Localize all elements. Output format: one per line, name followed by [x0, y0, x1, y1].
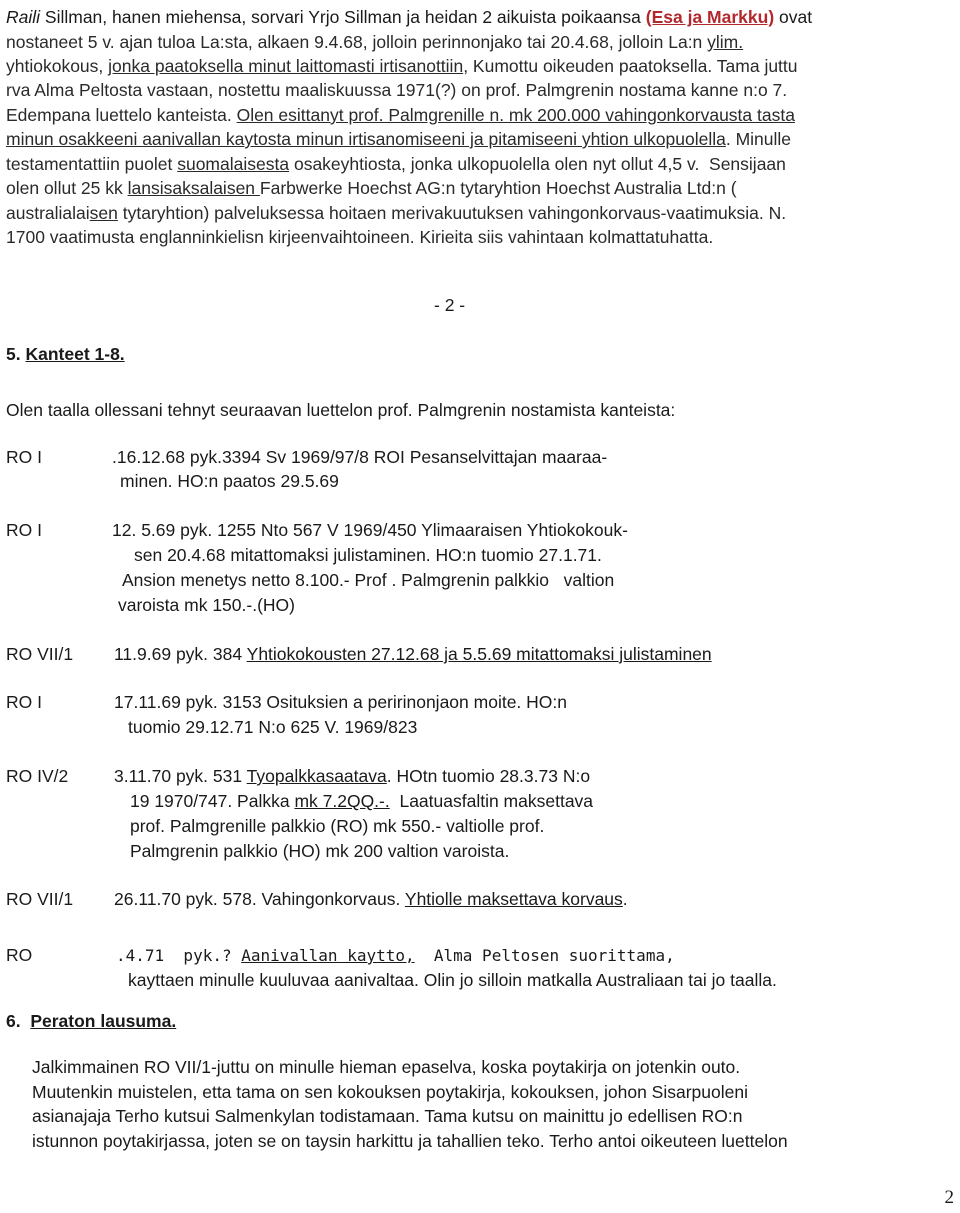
case-code: RO I — [6, 520, 42, 540]
case-line: kayttaen minulle kuuluvaa aanivaltaa. Olin jo silloin matkalla Australiaan tai jo taalla. — [128, 970, 777, 990]
section-heading: 5. Kanteet 1-8. — [6, 344, 125, 364]
case-line: 26.11.70 pyk. 578. Vahingonkorvaus. Yhtiolle maksettava korvaus. — [114, 889, 628, 909]
case-line: 11.9.69 pyk. 384 Yhtiokokousten 27.12.68 ja 5.5.69 mitattomaksi julistaminen — [114, 644, 712, 664]
case-line: 19 1970/747. Palkka mk 7.2QQ.-. Laatuasfaltin maksettava — [130, 791, 594, 811]
case-line: Palmgrenin palkkio (HO) mk 200 valtion varoista. — [130, 841, 510, 861]
paragraph-line: yhtiokokous, jonka paatoksella minut laittomasti irtisanottiin, Kumottu oikeuden paatoksella. Tama juttu — [6, 56, 798, 76]
paragraph-line: Raili Sillman, hanen miehensa, sorvari Yrjo Sillman ja heidan 2 aikuista poikaansa (Esa ja Markku) ovat — [6, 7, 813, 27]
paragraph-line: olen ollut 25 kk lansisaksalaisen Farbwerke Hoechst AG:n tytaryhtion Hoechst Australia Ltd:n ( — [6, 178, 737, 198]
case-code: RO VII/1 — [6, 644, 74, 664]
case-code: RO VII/1 — [6, 889, 74, 909]
section-heading: 6. Peraton lausuma. — [6, 1011, 177, 1031]
case-line: minen. HO:n paatos 29.5.69 — [120, 471, 339, 491]
case-line: prof. Palmgrenille palkkio (RO) mk 550.- valtiolle prof. — [130, 816, 545, 836]
page-number: 2 — [944, 1187, 954, 1208]
paragraph-line: Jalkimmainen RO VII/1-juttu on minulle hieman epaselva, koska poytakirja on jotenkin outo. — [32, 1057, 741, 1077]
paragraph-line: testamentattiin puolet suomalaisesta osakeyhtiosta, jonka ulkopuolella olen nyt ollut 4,5 v. Sensijaan — [6, 154, 786, 174]
case-line: .4.71 pyk.? Aanivallan kaytto, Alma Peltosen suorittama, — [116, 946, 675, 965]
paragraph-line: istunnon poytakirjassa, joten se on taysin harkittu ja tahallien teko. Terho antoi oikeuteen luettelon — [32, 1131, 788, 1151]
paragraph-line: australialaisen tytaryhtion) palveluksessa hoitaen merivakuutuksen vahingonkorvaus-vaatimuksia. N. — [6, 203, 787, 223]
case-code: RO I — [6, 447, 42, 467]
paragraph-line: minun osakkeeni aanivallan kaytosta minun irtisanomiseeni ja pitamiseeni yhtion ulkopuolella. Minulle — [6, 129, 792, 149]
paragraph-line: asianajaja Terho kutsui Salmenkylan todistamaan. Tama kutsu on mainittu jo edellisen RO:n — [32, 1106, 743, 1126]
case-code: RO I — [6, 692, 42, 712]
case-line: varoista mk 150.-.(HO) — [118, 595, 295, 615]
page-marker: - 2 - — [434, 295, 466, 315]
paragraph-line: Muutenkin muistelen, etta tama on sen kokouksen poytakirja, kokouksen, johon Sisarpuoleni — [32, 1082, 748, 1102]
case-line: Ansion menetys netto 8.100.- Prof . Palmgrenin palkkio valtion — [122, 570, 615, 590]
paragraph-line: 1700 vaatimusta englanninkielisn kirjeenvaihtoineen. Kirieita siis vahintaan kolmattatuhatta. — [6, 227, 714, 247]
case-line: 12. 5.69 pyk. 1255 Nto 567 V 1969/450 Ylimaaraisen Yhtiokokouk- — [112, 520, 628, 540]
case-line: sen 20.4.68 mitattomaksi julistaminen. HO:n tuomio 27.1.71. — [134, 545, 602, 565]
case-line: tuomio 29.12.71 N:o 625 V. 1969/823 — [128, 717, 418, 737]
paragraph-line: rva Alma Peltosta vastaan, nostettu maaliskuussa 1971(?) on prof. Palmgrenin nostama kanne n:o 7. — [6, 80, 788, 100]
case-line: .16.12.68 pyk.3394 Sv 1969/97/8 ROI Pesanselvittajan maaraa- — [112, 447, 608, 467]
case-code: RO — [6, 945, 33, 965]
paragraph-line: nostaneet 5 v. ajan tuloa La:sta, alkaen 9.4.68, jolloin perinnonjako tai 20.4.68, jolloin La:n ylim. — [6, 32, 744, 52]
case-line: 3.11.70 pyk. 531 Tyopalkkasaatava. HOtn tuomio 28.3.73 N:o — [114, 766, 591, 786]
case-code: RO IV/2 — [6, 766, 69, 786]
case-line: 17.11.69 pyk. 3153 Osituksien a peririnonjaon moite. HO:n — [114, 692, 567, 712]
paragraph-line: Edempana luettelo kanteista. Olen esittanyt prof. Palmgrenille n. mk 200.000 vahingonkorvausta tasta — [6, 105, 795, 125]
section-intro: Olen taalla ollessani tehnyt seuraavan luettelon prof. Palmgrenin nostamista kanteista: — [6, 400, 676, 420]
